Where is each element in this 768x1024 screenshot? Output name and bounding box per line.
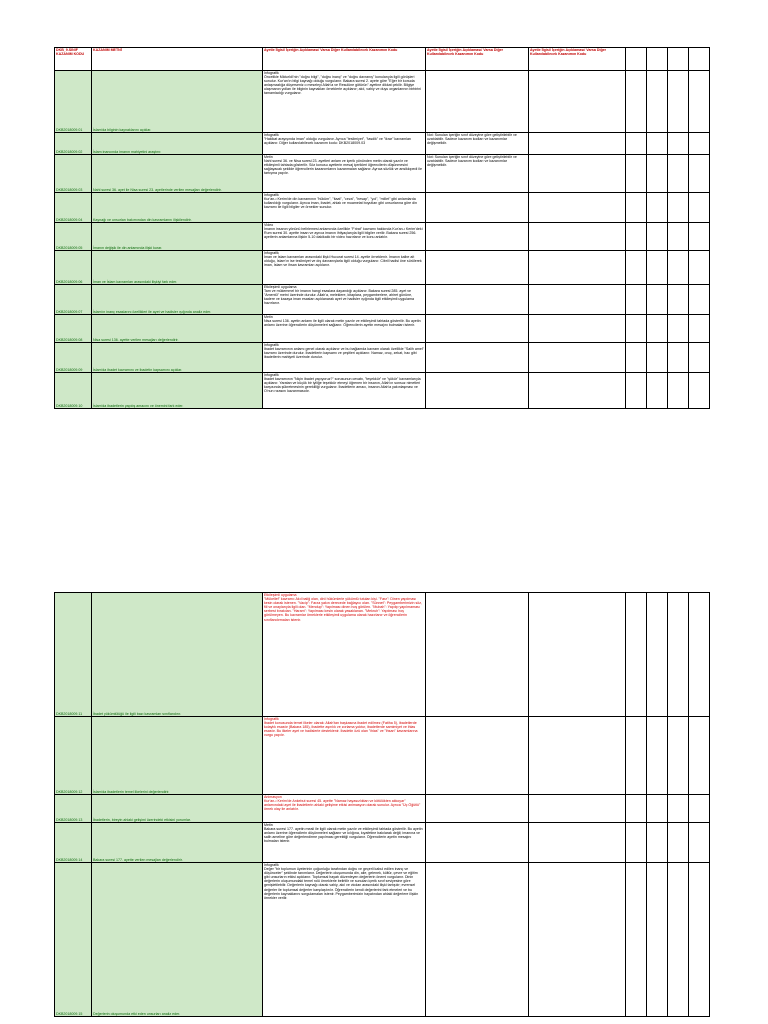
kazanim-text: İslam'da ibadet kavramını ve ibadetin kapsamını açıklar.	[92, 343, 263, 373]
empty-cell	[626, 193, 647, 223]
content-type: İnfografik	[264, 373, 279, 377]
empty-cell	[626, 717, 647, 795]
empty-cell	[626, 593, 647, 717]
table-row	[55, 251, 710, 285]
empty-cell	[626, 315, 647, 343]
kazanim-code: DKB2018009.10	[55, 373, 92, 409]
kazanim-code: DKB2018009.14	[55, 823, 92, 863]
empty-cell	[647, 823, 668, 863]
empty-cell	[689, 315, 710, 343]
content-text: "Hakikat arayışında iman" olduğu vurgulanır. Ayrıca "teslimiyet", "tasdik" ve "ikrar" kavramları açıklanır. Diğer kullanılabilecek kazanım kodu: DKB2018009.03	[264, 137, 412, 146]
extra-cell	[529, 343, 626, 373]
empty-cell	[668, 71, 689, 133]
kazanim-code: DKB2018009.11	[55, 593, 92, 717]
note-cell	[426, 251, 529, 285]
content-text: İbadet kavramının "Niçin ibadet yapıyoruz?" sorusunun cevabı, "teşekkür" ve "şükür" kavramlarıyla açıklanır. Yaratan ve küçük bir iyiliğe teşekkür etmeyi öğrenen bir insanın, Allah'ın sonsuz nimetleri karşısında şükretmesinin gerekliliği vurgulanır. İbadetlerin amacı, insanın Allah'a yakınlaşması ve O'nun rızasını kazanmasıdır.	[264, 377, 421, 394]
note-cell	[426, 593, 529, 717]
empty-cell	[689, 48, 710, 71]
extra-cell	[529, 71, 626, 133]
kazanim-text: İslam'da bilginin kaynaklarını açıklar.	[92, 71, 263, 133]
empty-cell	[626, 373, 647, 409]
content-type: Etkileşimli uygulama	[264, 285, 297, 289]
note-cell	[426, 71, 529, 133]
note-cell	[426, 223, 529, 251]
empty-cell	[668, 223, 689, 251]
empty-cell	[689, 795, 710, 823]
note-cell	[426, 717, 529, 795]
content-type: İnfografik	[264, 251, 279, 255]
empty-cell	[668, 133, 689, 155]
note-cell	[426, 343, 529, 373]
kazanim-code: DKB2018009.08	[55, 315, 92, 343]
content-text: Değer "bir toplumun üyelerinin çoğunluğu tarafından doğru ve geçerli kabul edilen inanç ve düşünceler" şeklinde tanımlanır. Değerlerin oluşumunda din, aile, gelenek, kültür, çevre ve eğitim gibi unsurların etkisi açıklanır. Toplumsal hayatı düzenleyen değerlerin önemi vurgulanır. Dinin değerlerin oluşumundaki temel rolü örneklerle belirtilir ve sunulan içerik sınıf seviyesine göre genişletilebilir. Değerlerin kaynağı olarak vahiy, akıl ve vicdan arasındaki ilişki tartışılır; evrensel değerler ile toplumsal değerler karşılaştırılır. Öğrencilerin kendi değerlerini fark etmeleri ve bu değerlerin kaynaklarını sorgulamaları istenir. Peygamberimizin hayatından ahlaki değerlere ilişkin örnekler verilir.	[264, 867, 419, 900]
note-cell	[426, 373, 529, 409]
content-type: İnfografik	[264, 133, 279, 137]
header-kazanim: KAZANIM METNİ	[92, 48, 263, 71]
kazanim-text: Kaynağı ve unsurları bakımından din kavramlarını ilişkilendirir.	[92, 193, 263, 223]
content-type: İnfografik	[264, 717, 279, 721]
content-description	[263, 823, 426, 863]
content-type: İnfografik	[264, 193, 279, 197]
empty-cell	[647, 155, 668, 193]
empty-cell	[647, 251, 668, 285]
content-description	[263, 133, 426, 155]
kazanim-text: İbadetlerin, bireyin ahlaki gelişimi üzerindeki etkisini yorumlar.	[92, 795, 263, 823]
note-cell	[426, 863, 529, 1017]
empty-cell	[668, 155, 689, 193]
kazanim-code: DKB2018009.02	[55, 133, 92, 155]
table-row	[55, 285, 710, 315]
table-row	[55, 823, 710, 863]
extra-cell	[529, 315, 626, 343]
note-cell	[426, 795, 529, 823]
empty-cell	[626, 133, 647, 155]
kazanim-code: DKB2018009.12	[55, 717, 92, 795]
extra-cell	[529, 193, 626, 223]
kazanim-text: Nisa suresi 136. ayette verilen mesajları değerlendirir.	[92, 315, 263, 343]
extra-cell	[529, 863, 626, 1017]
note-cell	[426, 285, 529, 315]
content-text: İbadet konusunda temel ilkeler olarak: Allah'tan başkasına ibadet edilmez (Fatiha 5), ibadetlerde kolaylık esastır (Bakara 185), ibadette aşırılık ve zorlama yoktur, ibadetlerde samimiyet ve ihlas esastır. Bu ilkeler ayet ve hadislerle desteklenir. İbadetin özü olan "ihlas" ve "ihsan" kavramlarına vurgu yapılır.	[264, 721, 418, 738]
empty-cell	[647, 71, 668, 133]
empty-cell	[689, 223, 710, 251]
empty-cell	[647, 717, 668, 795]
content-type: Etkileşimli uygulama	[264, 593, 297, 597]
empty-cell	[647, 315, 668, 343]
empty-cell	[647, 48, 668, 71]
empty-cell	[668, 315, 689, 343]
table-row	[55, 343, 710, 373]
empty-cell	[626, 863, 647, 1017]
empty-cell	[668, 193, 689, 223]
table-row	[55, 155, 710, 193]
content-text: İman ve İslam kavramları arasındaki ilişki Hucurat suresi 14. ayetle örneklenir. İmanın kalbe ait olduğu, İslam'ın ise teslimiyet ve dış davranışlarla ilgili olduğu vurgulanır. Cibril hadisi öne sürülerek iman, İslam ve ihsan kavramları açıklanır.	[264, 255, 422, 268]
kazanim-code: DKB2018009.01	[55, 71, 92, 133]
content-type: İnfografik	[264, 343, 279, 347]
kazanim-text: İslam'da ibadetlerin yapılış amacını ve önemini fark eder.	[92, 373, 263, 409]
content-type: İnfografik	[264, 863, 279, 867]
empty-cell	[626, 285, 647, 315]
kazanim-table-2	[54, 592, 710, 1017]
content-description	[263, 593, 426, 717]
extra-cell	[529, 373, 626, 409]
empty-cell	[689, 71, 710, 133]
kazanim-text: Bakara suresi 177. ayette verilen mesajları değerlendirir.	[92, 823, 263, 863]
kazanim-code: DKB2018009.04	[55, 193, 92, 223]
note-cell: Not: Sunulan içeriğin sınıf düzeyine göre geliştirilebilir ve uzatılabilir. Sadece kazanım kodları ve kazanımlar değişmelidir.	[426, 133, 529, 155]
empty-cell	[668, 795, 689, 823]
empty-cell	[668, 863, 689, 1017]
empty-cell	[647, 285, 668, 315]
content-text: İbadet kavramının anlamı genel olarak açıklanır ve bu bağlamda kavram olarak özellikle "Salih amel" kavramı üzerinde durulur. İbadetlerin kapsamı ve çeşitleri açıklanır. Namaz, oruç, zekat, hac gibi ibadetlerin mahiyeti üzerinde durulur.	[264, 347, 424, 360]
empty-cell	[668, 717, 689, 795]
note-cell	[426, 193, 529, 223]
table-row	[55, 133, 710, 155]
kazanim-text: İbadet yükümlülüğü ile ilgili bazı kavramları sınıflandırır.	[92, 593, 263, 717]
empty-cell	[689, 593, 710, 717]
empty-cell	[647, 343, 668, 373]
empty-cell	[647, 373, 668, 409]
empty-cell	[647, 193, 668, 223]
empty-cell	[626, 343, 647, 373]
content-description	[263, 71, 426, 133]
kazanim-code: DKB2018009.13	[55, 795, 92, 823]
empty-cell	[689, 155, 710, 193]
extra-cell	[529, 223, 626, 251]
extra-cell	[529, 155, 626, 193]
empty-cell	[647, 863, 668, 1017]
content-description	[263, 315, 426, 343]
content-type: Metin	[264, 155, 273, 159]
content-type: İnfografik	[264, 71, 279, 75]
empty-cell	[668, 593, 689, 717]
content-text: Nisa suresi 136. ayetin anlamı ile ilgili olarak metin yazılır ve etkileşimli tahtada gösterilir. Bu ayetin anlamı üzerine öğrencilerin düşünmeleri sağlanır. Öğrencilerin ayetin mesajını bulmaları istenir.	[264, 319, 421, 328]
content-description	[263, 193, 426, 223]
kazanim-code: DKB2018009.15	[55, 863, 92, 1017]
content-type: Metin	[264, 823, 273, 827]
empty-cell	[689, 251, 710, 285]
content-text: Kur'an-ı Kerim'de Ankebut suresi 45. ayette "Namaz hayasızlıktan ve kötülükten alıkoyar" anlamındaki ayet ile ibadetlerin ahlaki gelişime etkisi animasyon olarak sunulur. Ayrıca "Üç Öğütlü" örnek olay ile anlatılır.	[264, 799, 421, 812]
kazanim-text: İslam'da ibadetlerin temel ilkelerini değerlendirir.	[92, 717, 263, 795]
empty-cell	[689, 285, 710, 315]
content-text: Tam ve mükemmel bir imanın hangi esaslara dayandığı açıklanır. Bakara suresi 285. ayet ve "Amentü" metni üzerinde durulur. Allah'a, meleklere, kitaplara, peygamberlere, ahiret gününe, kadere ve kazaya iman esasları açıklanarak ayet ve hadisler ışığında ilgili etkileşimli uygulama hazırlanır.	[264, 289, 415, 306]
content-text: Nahl suresi 36. ve Nisa suresi 23. ayetleri anlam ve içerik yönünden metin olarak yazılır ve etkileşimli tahtada gösterilir. Söz konusu ayetlerin mesaj içerikleri öğrencilerin düşünmesini sağlayacak şekilde öğrencilerin kazanımlarını kazanmaları sağlanır. Ayrıca sözlük ve ansiklopedi ile tartışma yapılır.	[264, 159, 422, 176]
empty-cell	[647, 133, 668, 155]
kazanim-text: İman ve İslam kavramları arasındaki ilişkiyi fark eder.	[92, 251, 263, 285]
table-row	[55, 717, 710, 795]
empty-cell	[689, 717, 710, 795]
content-description	[263, 155, 426, 193]
note-cell	[426, 823, 529, 863]
kazanim-text: İmanın değişik ile din anlamında ilişki kurar.	[92, 223, 263, 251]
empty-cell	[689, 373, 710, 409]
empty-cell	[626, 71, 647, 133]
header-row	[55, 48, 710, 71]
kazanim-code: DKB2018009.09	[55, 343, 92, 373]
content-text: Öncelikle Mâturîdî'nin "doğru bilgi", "doğru inanç" ve "doğru davranış" konularıyla ilgili görüşleri sunulur. Kur'an'ın bilgi kaynağı olduğu vurgulanır. Bakara suresi 2. ayete göre "Eğer bir konuda anlaşmazlığa düşerseniz o meseleyi Allah'a ve Resulüne götürün" ayetine dikkat çekilir. Bilgiye ulaşmanın yolları ile bilginin kaynakları örneklerle açıklanır; akıl, vahiy ve duyu organlarının birbirini tamamladığı vurgulanır.	[264, 75, 422, 96]
content-description	[263, 251, 426, 285]
extra-cell	[529, 795, 626, 823]
table-row	[55, 223, 710, 251]
header-code: DKB_9.SINIF KAZANIM KODU	[55, 48, 92, 71]
extra-cell	[529, 823, 626, 863]
table-row	[55, 315, 710, 343]
empty-cell	[668, 343, 689, 373]
table-row	[55, 71, 710, 133]
kazanim-code: DKB2018009.06	[55, 251, 92, 285]
empty-cell	[689, 193, 710, 223]
empty-cell	[626, 155, 647, 193]
empty-cell	[668, 823, 689, 863]
empty-cell	[647, 593, 668, 717]
header-col4: Ayetle İlgisi/ İçeriğin Açıklaması/ Varsa Diğer Kullanılabilecek Kazanımın Kodu	[426, 48, 529, 71]
kazanim-code: DKB2018009.05	[55, 223, 92, 251]
empty-cell	[647, 223, 668, 251]
content-description	[263, 285, 426, 315]
content-text: Bakara suresi 177. ayetin meali ile ilgili olarak metin yazılır ve etkileşimli tahtada gösterilir. Bu ayetin anlamı üzerine öğrencilerin düşünmeleri sağlanır ve kılığına, kıyafetine bakılarak değil; imanına ve salih ameline göre değerlendirme yapılması gerektiği vurgulanır. Öğrencilerin ayetin mesajını bulmaları istenir.	[264, 827, 423, 844]
empty-cell	[626, 251, 647, 285]
note-cell: Not: Sunulan içeriğin sınıf düzeyine göre geliştirilebilir ve uzatılabilir. Sadece kazanım kodları ve kazanımlar değişmelidir.	[426, 155, 529, 193]
content-description	[263, 795, 426, 823]
table-row	[55, 795, 710, 823]
kazanim-code: DKB2018009.03	[55, 155, 92, 193]
empty-cell	[668, 285, 689, 315]
content-type: Animasyon	[264, 795, 282, 799]
kazanim-text: İslam inancında imanın mahiyetini araştırır.	[92, 133, 263, 155]
content-type: Video	[264, 223, 274, 227]
kazanim-text: Değerlerin oluşumunda etki eden unsurları analiz eder.	[92, 863, 263, 1017]
kazanim-text: İslam'ın inanç esaslarını özellikleri ile ayet ve hadisler ışığında analiz eder.	[92, 285, 263, 315]
empty-cell	[668, 373, 689, 409]
empty-cell	[668, 48, 689, 71]
content-text: İmanın insanın yönünü belirlemesi anlamında özellikle "Fıtrat" kavramı hakkında Kur'an-ı Kerim'deki Rum suresi 30. ayette insan ve ayrıca imanın ihtiyaçlarıyla ilgili bilgiler verilir. Bakara suresi 256. ayetlerin anlamlarına ilişkin 5-10 dakikalık bir video hazırlanır ve konu anlatılır.	[264, 227, 423, 240]
empty-cell	[689, 343, 710, 373]
empty-cell	[689, 863, 710, 1017]
kazanim-text: Nahl suresi 36. ayet ile Nisa suresi 23. ayetlerinde verilen mesajları değerlendirir.	[92, 155, 263, 193]
extra-cell	[529, 593, 626, 717]
table-row	[55, 593, 710, 717]
table-row	[55, 863, 710, 1017]
table-row	[55, 373, 710, 409]
content-description	[263, 373, 426, 409]
note-cell	[426, 315, 529, 343]
empty-cell	[626, 48, 647, 71]
empty-cell	[626, 823, 647, 863]
empty-cell	[647, 795, 668, 823]
content-description	[263, 343, 426, 373]
content-type: Metin	[264, 315, 273, 319]
content-description	[263, 863, 426, 1017]
header-col5: Ayetle İlgisi/ İçeriğin Açıklaması/ Varsa Diğer Kullanılabilecek Kazanımın Kodu	[529, 48, 626, 71]
header-col3: Ayetle İlgisi/ İçeriğin Açıklaması/ Varsa Diğer Kullanılabilecek Kazanımın Kodu	[263, 48, 426, 71]
empty-cell	[689, 823, 710, 863]
table-row	[55, 193, 710, 223]
content-text: Kur'an-ı Kerim'de din kavramının "hüküm", "itaat", "ceza", "hesap", "yol", "millet" gibi anlamlarda kullanıldığı vurgulanır. Ayrıca iman, ibadet, ahlak ve muamelat boyutları gibi unsurlarına göre din kavramı ile ilgili bilgiler ve örnekler sunulur.	[264, 197, 417, 210]
content-text: "Mükellef" kavramı: Akıl baliğ olan, dinî hükümlerle yükümlü tutulan kişi. "Farz": Dinen yapılması kesin olarak istenen. "Vacip": Farza yakın derecede bağlayıcı olan. "Sünnet": Peygamberimizin söz, fiil ve onaylarıyla ilgili olan. "Mendup": Yapılması dinen hoş görülen. "Mubah": Yapılıp yapılmaması serbest bırakılan. "Haram": Yapılması kesin olarak yasaklanan. "Mekruh": Yapılması hoş görülmeyen. Bu kavramlar örneklerle etkileşimli uygulama olarak hazırlanır ve öğrencilerin sınıflandırmaları istenir.	[264, 597, 423, 622]
content-description	[263, 717, 426, 795]
extra-cell	[529, 285, 626, 315]
empty-cell	[668, 251, 689, 285]
empty-cell	[626, 795, 647, 823]
extra-cell	[529, 251, 626, 285]
extra-cell	[529, 133, 626, 155]
content-description	[263, 223, 426, 251]
kazanim-code: DKB2018009.07	[55, 285, 92, 315]
empty-cell	[689, 133, 710, 155]
extra-cell	[529, 717, 626, 795]
empty-cell	[626, 223, 647, 251]
kazanim-table-1	[54, 47, 710, 409]
